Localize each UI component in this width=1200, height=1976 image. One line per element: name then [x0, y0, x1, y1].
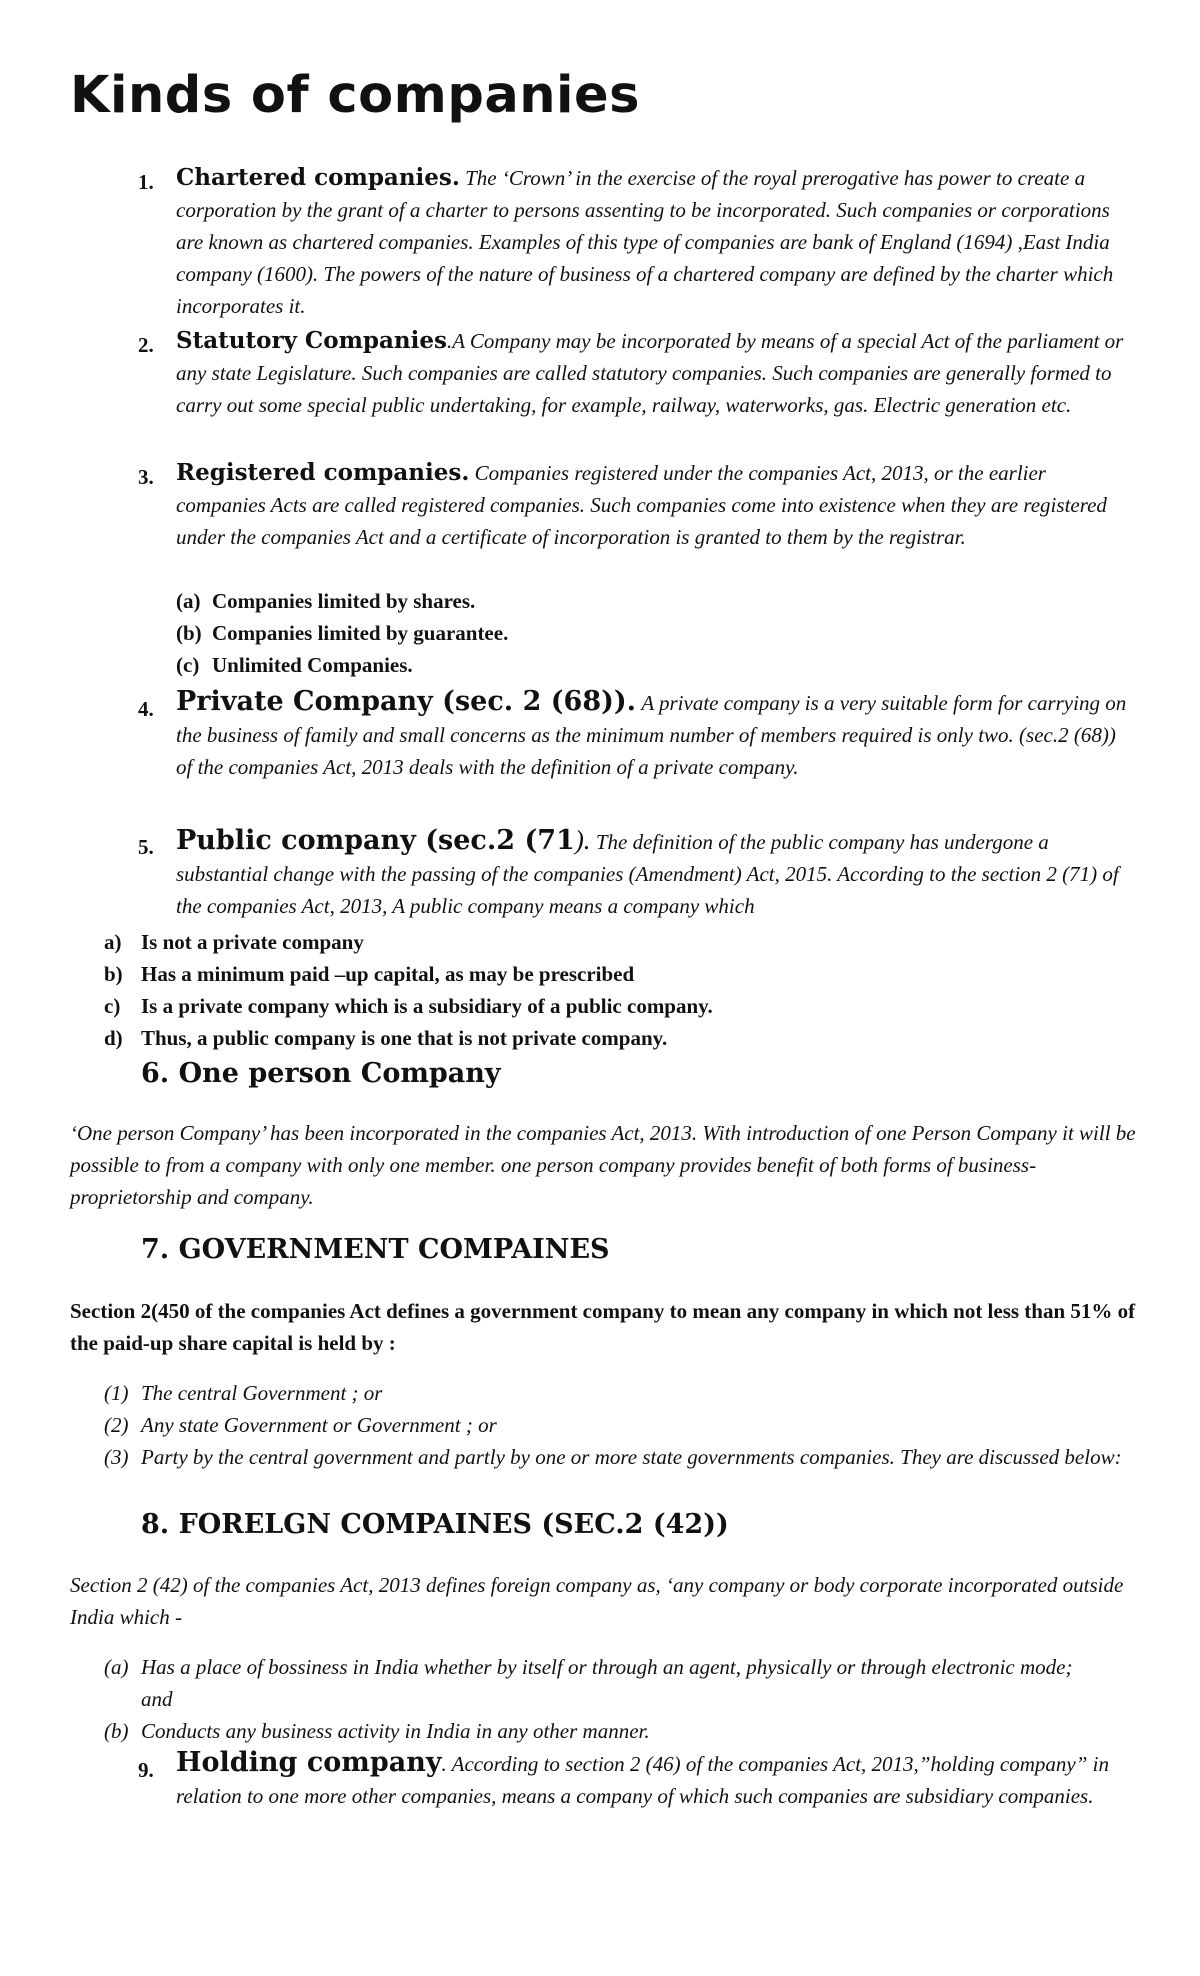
section-heading-government: 7. GOVERNMENT COMPAINES — [141, 1234, 610, 1265]
sub-item-label: (c) — [176, 653, 200, 677]
sub-item-text: Companies limited by guarantee. — [212, 621, 509, 645]
list-item-registered — [176, 457, 1136, 553]
point-text: Conducts any business activity in India in any other manner. — [141, 1719, 650, 1743]
item-text: Companies registered under the companies Act, 2013, or the earlier companies Acts are called registered companies. Such companies come into existence when they are registered under the companies Act and a certificate of incorporation is granted to them by the registrar. — [176, 461, 1107, 549]
point-label: (a) — [104, 1655, 129, 1679]
point-label: a) — [104, 930, 122, 954]
point-label: (3) — [104, 1445, 129, 1469]
one-person-text: ‘One person Company’ has been incorporated in the companies Act, 2013. With introduction of one Person Company it will be possible to from a company with only one member. one person company provides benefit of both forms of business- proprietorship and company. — [70, 1121, 1136, 1209]
sub-item-label: (a) — [176, 589, 201, 613]
point-text: Party by the central government and partly by one or more state governments companies. They are discussed below: — [141, 1445, 1122, 1469]
point-text: The central Government ; or — [141, 1381, 383, 1405]
sub-item-label: (b) — [176, 621, 202, 645]
item-text: . According to section 2 (46) of the companies Act, 2013,”holding company” in relation to one more other companies, means a company of which such companies are subsidiary companies. — [176, 1752, 1109, 1808]
point-text: Has a minimum paid –up capital, as may be prescribed — [141, 962, 635, 986]
item-heading: Private Company (sec. 2 (68)). — [176, 686, 637, 717]
point-label: (1) — [104, 1381, 129, 1405]
item-heading-tail: ). — [574, 825, 591, 855]
item-heading: Statutory Companies — [176, 327, 447, 354]
item-heading: Public company (sec.2 (71 — [176, 825, 575, 856]
section-heading-one-person: 6. One person Company — [141, 1058, 501, 1089]
point-text: Thus, a public company is one that is not private company. — [141, 1026, 668, 1050]
item-heading: Chartered companies. — [176, 164, 460, 191]
item-number: 3. — [138, 465, 154, 489]
point-label: (b) — [104, 1719, 129, 1743]
list-item-public — [176, 824, 1136, 922]
item-heading: Holding company — [176, 1747, 442, 1778]
item-number: 2. — [138, 333, 154, 357]
item-text: .A Company may be incorporated by means of a special Act of the parliament or any state Legislature. Such companies are called statutory companies. Such companies are generally formed to carry out some special public undertaking, for example, railway, waterworks, gas. Electric generation etc. — [176, 329, 1124, 417]
item-text: The ‘Crown’ in the exercise of the royal prerogative has power to create a corporation by the grant of a charter to persons assenting to be incorporated. Such companies or corporations are known as chartered companies. Examples of this type of companies are bank of England (1694) ,East India company (1600). The powers of the nature of business of a chartered company are defined by the charter which incorporates it. — [176, 166, 1114, 318]
item-number: 5. — [138, 835, 154, 859]
point-label: (2) — [104, 1413, 129, 1437]
section-heading-foreign: 8. FORELGN COMPAINES (SEC.2 (42)) — [141, 1509, 729, 1540]
point-label: c) — [104, 994, 121, 1018]
point-text: Any state Government or Government ; or — [141, 1413, 497, 1437]
sub-item-text: Companies limited by shares. — [212, 589, 476, 613]
item-text: A private company is a very suitable form for carrying on the business of family and small concerns as the minimum number of members required is only two. (sec.2 (68)) of the companies Act, 2013 deals with the definition of a private company. — [176, 691, 1127, 779]
point-text: Is a private company which is a subsidiary of a public company. — [141, 994, 713, 1018]
list-item-holding — [176, 1747, 1136, 1812]
item-text: The definition of the public company has undergone a substantial change with the passing of the companies (Amendment) Act, 2015. According to the section 2 (71) of the companies Act, 2013, A public company means a company which — [176, 830, 1119, 918]
government-intro: Section 2(450 of the companies Act defines a government company to mean any company in which not less than 51% of the paid-up share capital is held by : — [70, 1299, 1136, 1355]
point-text: Is not a private company — [141, 930, 364, 954]
point-label: b) — [104, 962, 123, 986]
list-item-chartered — [176, 162, 1136, 322]
page-title: Kinds of companies — [70, 66, 640, 125]
point-label: d) — [104, 1026, 123, 1050]
list-item-private — [176, 686, 1136, 783]
sub-item-text: Unlimited Companies. — [212, 653, 413, 677]
item-number: 1. — [138, 170, 154, 194]
item-number: 9. — [138, 1758, 154, 1782]
point-text: Has a place of bossiness in India whether by itself or through an agent, physically or through electronic mode; and — [141, 1655, 1073, 1711]
list-item-statutory — [176, 325, 1136, 421]
item-number: 4. — [138, 697, 154, 721]
item-heading: Registered companies. — [176, 459, 470, 486]
foreign-intro: Section 2 (42) of the companies Act, 2013 defines foreign company as, ‘any company or body corporate incorporated outside India which - — [70, 1573, 1124, 1629]
